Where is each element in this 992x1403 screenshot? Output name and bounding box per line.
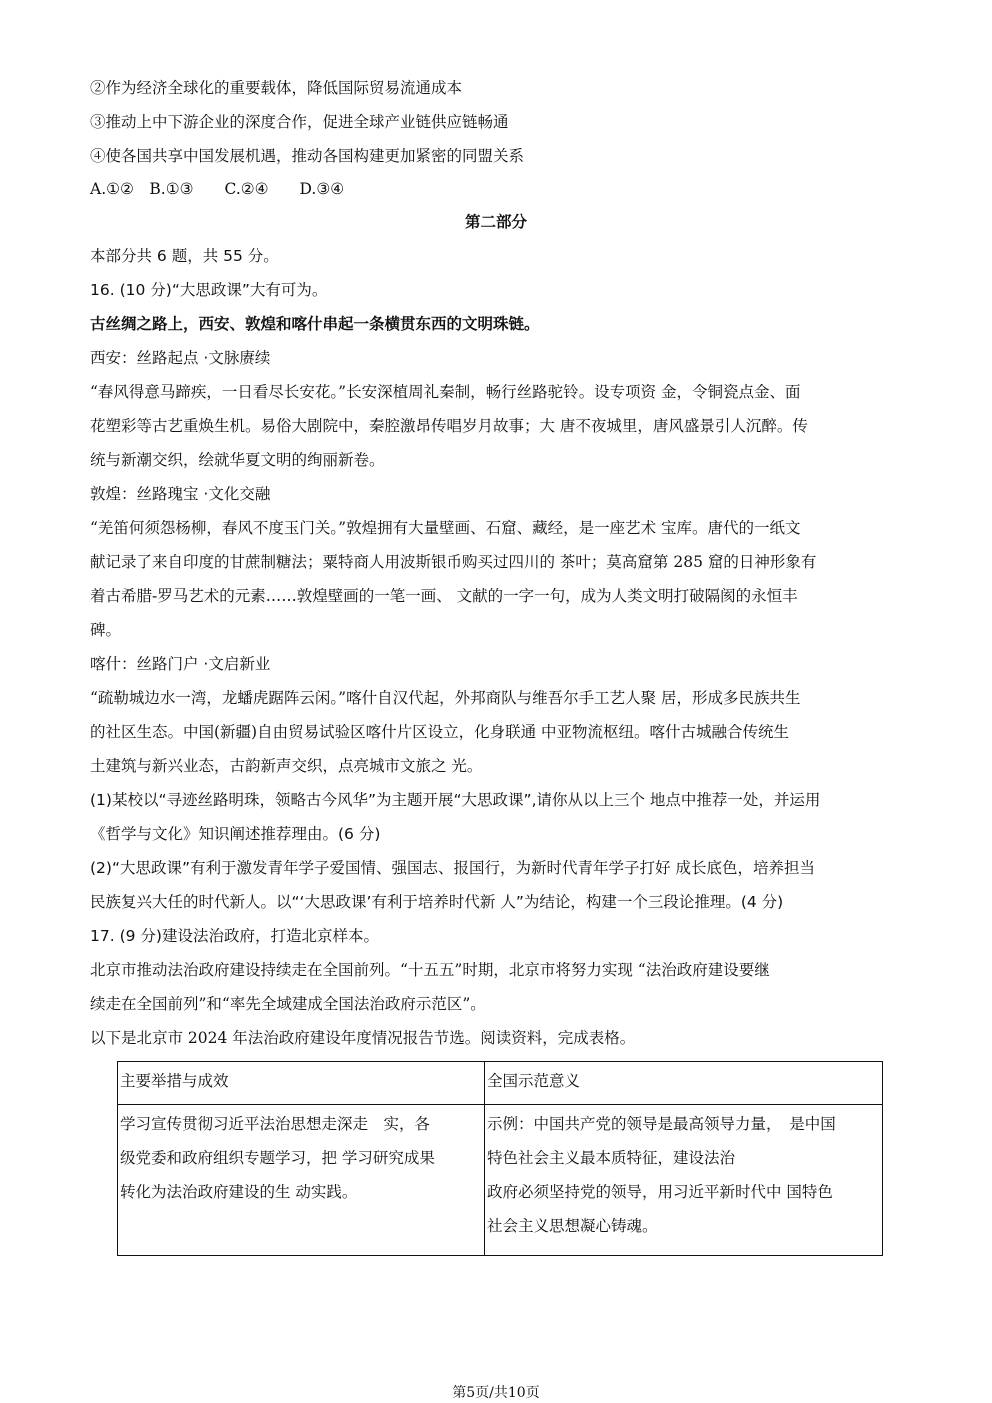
q17-line: 以下是北京市 2024 年法治政府建设年度情况报告节选。阅读资料，完成表格。 bbox=[90, 1029, 636, 1047]
table-header-row bbox=[118, 1062, 883, 1105]
table-header-measures: 主要举措与成效 bbox=[118, 1062, 485, 1105]
xian-line: “春风得意马蹄疾，一日看尽长安花。”长安深植周礼秦制，畅行丝路驼铃。设专项资 金，令铜瓷点金、面 bbox=[90, 383, 801, 401]
cell-line: 特色社会主义最本质特征，建设法治 bbox=[487, 1149, 736, 1167]
dunhuang-line: 着古希腊-罗马艺术的元素……敦煌壁画的一笔一画、 文献的一字一句，成为人类文明打破隔阂的永恒丰 bbox=[90, 587, 798, 605]
q17-line: 北京市推动法治政府建设持续走在全国前列。“十五五”时期，北京市将努力实现 “法治政府建设要继 bbox=[90, 961, 770, 979]
kashi-line: “疏勒城边水一湾，龙蟠虎踞阵云闲。”喀什自汉代起，外邦商队与维吾尔手工艺人聚 居，形成多民族共生 bbox=[90, 689, 801, 707]
kashi-line: 的社区生态。中国(新疆)自由贸易试验区喀什片区设立，化身联通 中亚物流枢纽。喀什古城融合传统生 bbox=[90, 723, 790, 741]
xian-heading: 西安：丝路起点 ·文脉赓续 bbox=[90, 349, 271, 367]
cell-line: 示例：中国共产党的领导是最高领导力量， 是中国 bbox=[487, 1115, 836, 1133]
q16-sub2: (2)“大思政课”有利于激发青年学子爱国情、强国志、报国行，为新时代青年学子打好 成长底色，培养担当 bbox=[90, 859, 815, 877]
cell-line: 转化为法治政府建设的生 动实践。 bbox=[120, 1183, 358, 1201]
dunhuang-heading: 敦煌：丝路瑰宝 ·文化交融 bbox=[90, 485, 271, 503]
cell-line: 政府必须坚持党的领导，用习近平新时代中 国特色 bbox=[487, 1183, 833, 1201]
answer-choices: A.①② B.①③ C.②④ D.③④ bbox=[90, 180, 345, 198]
xian-line: 统与新潮交织，绘就华夏文明的绚丽新卷。 bbox=[90, 451, 385, 469]
table-cell-measures bbox=[118, 1105, 485, 1256]
dunhuang-line: “羌笛何须怨杨柳，春风不度玉门关。”敦煌拥有大量壁画、石窟、藏经，是一座艺术 宝库。唐代的一纸文 bbox=[90, 519, 801, 537]
kashi-heading: 喀什：丝路门户 ·文启新业 bbox=[90, 655, 271, 673]
q16-lead: 古丝绸之路上，西安、敦煌和喀什串起一条横贯东西的文明珠链。 bbox=[90, 315, 540, 333]
kashi-line: 土建筑与新兴业态，古韵新声交织，点亮城市文旅之 光。 bbox=[90, 757, 483, 775]
option-2: ②作为经济全球化的重要载体，降低国际贸易流通成本 bbox=[90, 79, 463, 97]
answer-table bbox=[117, 1061, 883, 1256]
xian-line: 花塑彩等古艺重焕生机。易俗大剧院中，秦腔激昂传唱岁月故事；大 唐不夜城里，唐风盛景引人沉醉。传 bbox=[90, 417, 808, 435]
table-row bbox=[118, 1105, 883, 1256]
q16-sub2: 民族复兴大任的时代新人。以“‘大思政课’有利于培养时代新 人”为结论，构建一个三段论推理。(4 分) bbox=[90, 893, 784, 911]
q16-stem: 16. (10 分)“大思政课”大有可为。 bbox=[90, 281, 328, 299]
dunhuang-line: 献记录了来自印度的甘蔗制糖法；粟特商人用波斯银币购买过四川的 茶叶；莫高窟第 285 窟的日神形象有 bbox=[90, 553, 817, 571]
q16-sub1: 《哲学与文化》知识阐述推荐理由。(6 分) bbox=[90, 825, 381, 843]
part-intro: 本部分共 6 题，共 55 分。 bbox=[90, 247, 279, 265]
q17-stem: 17. (9 分)建设法治政府，打造北京样本。 bbox=[90, 927, 379, 945]
cell-line: 社会主义思想凝心铸魂。 bbox=[487, 1217, 658, 1235]
part-title: 第二部分 bbox=[464, 212, 527, 231]
table-cell-significance bbox=[485, 1105, 883, 1256]
table-header-significance: 全国示范意义 bbox=[485, 1062, 883, 1105]
option-3: ③推动上中下游企业的深度合作，促进全球产业链供应链畅通 bbox=[90, 113, 509, 131]
cell-line: 学习宣传贯彻习近平法治思想走深走 实，各 bbox=[120, 1115, 431, 1133]
cell-line: 级党委和政府组织专题学习，把 学习研究成果 bbox=[120, 1149, 435, 1167]
q16-sub1: (1)某校以“寻迹丝路明珠，领略古今风华”为主题开展“大思政课”,请你从以上三个 地点中推荐一处，并运用 bbox=[90, 791, 821, 809]
option-4: ④使各国共享中国发展机遇，推动各国构建更加紧密的同盟关系 bbox=[90, 147, 525, 165]
page-number: 第5页/共10页 bbox=[452, 1385, 540, 1401]
q17-line: 续走在全国前列”和“率先全域建成全国法治政府示范区”。 bbox=[90, 995, 486, 1013]
dunhuang-line: 碑。 bbox=[90, 621, 122, 639]
